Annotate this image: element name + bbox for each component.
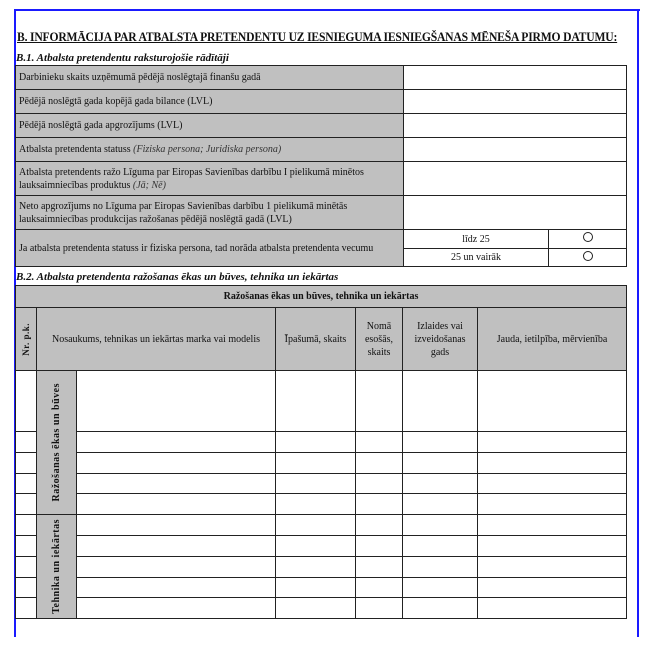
cell-leased[interactable]: [356, 494, 403, 515]
cell-capacity[interactable]: [478, 432, 627, 453]
indicator-value-field[interactable]: [404, 138, 627, 162]
cell-owned[interactable]: [276, 557, 356, 578]
indicator-row: [16, 138, 627, 162]
radio-icon: [583, 251, 593, 261]
b1-indicators-table: [15, 65, 627, 267]
age-label: Ja atbalsta pretendenta statuss ir fiziska persona, tad norāda atbalsta pretendenta vecumu: [16, 230, 404, 267]
indicator-row: [16, 114, 627, 138]
section-title: B. INFORMĀCIJA PAR ATBALSTA PRETENDENTU UZ IESNIEGUMA IESNIEGŠANAS MĒNEŠA PIRMO DATUMU:: [17, 30, 618, 44]
cell-year[interactable]: [403, 474, 478, 494]
cell-capacity[interactable]: [478, 371, 627, 432]
b2-header-row: [16, 308, 627, 371]
group-label: Ražošanas ēkas un būves: [37, 371, 77, 515]
asset-row: [16, 453, 627, 474]
cell-nr[interactable]: [16, 536, 37, 557]
cell-owned[interactable]: [276, 536, 356, 557]
cell-owned[interactable]: [276, 474, 356, 494]
group-label: Tehnika un iekārtas: [37, 515, 77, 619]
age-option-radio-25-plus[interactable]: [549, 249, 627, 267]
indicator-row: [16, 90, 627, 114]
indicator-label: Atbalsta pretendents ražo Līguma par Eiropas Savienības darbību I pielikumā minētos lauksaimniecības produktus (Jā; Nē): [16, 162, 404, 196]
cell-year[interactable]: [403, 515, 478, 536]
indicator-label: Pēdējā noslēgtā gada kopējā gada bilance (LVL): [16, 90, 404, 114]
cell-owned[interactable]: [276, 515, 356, 536]
col-header-year: Izlaides vai izveidošanas gads: [403, 308, 478, 371]
indicator-value-field[interactable]: [404, 196, 627, 230]
cell-capacity[interactable]: [478, 474, 627, 494]
indicator-label: Darbinieku skaits uzņēmumā pēdējā noslēgtajā finanšu gadā: [16, 66, 404, 90]
cell-nr[interactable]: [16, 515, 37, 536]
cell-leased[interactable]: [356, 453, 403, 474]
asset-row: [16, 557, 627, 578]
asset-row: [16, 474, 627, 494]
asset-row: [16, 578, 627, 598]
col-header-name: Nosaukums, tehnikas un iekārtas marka vai modelis: [37, 308, 276, 371]
col-header-nr: Nr. p.k.: [16, 308, 37, 371]
asset-row: [16, 371, 627, 432]
cell-year[interactable]: [403, 432, 478, 453]
indicator-label: Atbalsta pretendenta statuss (Fiziska persona; Juridiska persona): [16, 138, 404, 162]
cell-leased[interactable]: [356, 515, 403, 536]
cell-leased[interactable]: [356, 557, 403, 578]
cell-name[interactable]: [77, 474, 276, 494]
col-header-owned: Īpašumā, skaits: [276, 308, 356, 371]
cell-nr[interactable]: [16, 557, 37, 578]
indicator-row: [16, 196, 627, 230]
cell-nr[interactable]: [16, 432, 37, 453]
b1-title: B.1. Atbalsta pretendentu raksturojošie rādītāji: [16, 52, 229, 64]
cell-capacity[interactable]: [478, 598, 627, 619]
cell-nr[interactable]: [16, 494, 37, 515]
indicator-row: [16, 66, 627, 90]
cell-name[interactable]: [77, 598, 276, 619]
cell-name[interactable]: [77, 453, 276, 474]
age-option-radio-under-25[interactable]: [549, 230, 627, 249]
cell-year[interactable]: [403, 598, 478, 619]
radio-icon: [583, 232, 593, 242]
cell-nr[interactable]: [16, 453, 37, 474]
cell-nr[interactable]: [16, 474, 37, 494]
b2-table-title: Ražošanas ēkas un būves, tehnika un iekārtas: [16, 286, 627, 308]
cell-capacity[interactable]: [478, 536, 627, 557]
page-border-right: [637, 9, 639, 637]
indicator-value-field[interactable]: [404, 162, 627, 196]
indicator-value-field[interactable]: [404, 90, 627, 114]
indicator-row: [16, 162, 627, 196]
cell-name[interactable]: [77, 578, 276, 598]
cell-owned[interactable]: [276, 578, 356, 598]
age-option-label: līdz 25: [404, 230, 549, 249]
b2-title: B.2. Atbalsta pretendenta ražošanas ēkas un būves, tehnika un iekārtas: [16, 271, 339, 283]
cell-name[interactable]: [77, 515, 276, 536]
cell-owned[interactable]: [276, 453, 356, 474]
cell-year[interactable]: [403, 578, 478, 598]
cell-nr[interactable]: [16, 371, 37, 432]
age-option-label: 25 un vairāk: [404, 249, 549, 267]
asset-row: [16, 494, 627, 515]
cell-capacity[interactable]: [478, 515, 627, 536]
col-header-leased: Nomā esošās, skaits: [356, 308, 403, 371]
cell-leased[interactable]: [356, 536, 403, 557]
cell-year[interactable]: [403, 494, 478, 515]
cell-capacity[interactable]: [478, 453, 627, 474]
cell-leased[interactable]: [356, 578, 403, 598]
indicator-value-field[interactable]: [404, 114, 627, 138]
page-border-top: [15, 9, 640, 11]
cell-capacity[interactable]: [478, 494, 627, 515]
cell-owned[interactable]: [276, 371, 356, 432]
cell-capacity[interactable]: [478, 578, 627, 598]
indicator-label: Pēdējā noslēgtā gada apgrozījums (LVL): [16, 114, 404, 138]
asset-row: [16, 515, 627, 536]
cell-name[interactable]: [77, 494, 276, 515]
cell-owned[interactable]: [276, 598, 356, 619]
cell-name[interactable]: [77, 371, 276, 432]
asset-row: [16, 432, 627, 453]
cell-year[interactable]: [403, 536, 478, 557]
cell-owned[interactable]: [276, 432, 356, 453]
b2-assets-table: [15, 285, 627, 619]
asset-row: [16, 536, 627, 557]
cell-leased[interactable]: [356, 371, 403, 432]
cell-name[interactable]: [77, 557, 276, 578]
cell-nr[interactable]: [16, 578, 37, 598]
cell-year[interactable]: [403, 557, 478, 578]
cell-nr[interactable]: [16, 598, 37, 619]
cell-year[interactable]: [403, 371, 478, 432]
cell-leased[interactable]: [356, 432, 403, 453]
cell-name[interactable]: [77, 432, 276, 453]
indicator-label: Neto apgrozījums no Līguma par Eiropas Savienības darbību 1 pielikumā minētās lauksaimniecības produkcijas ražošanas pēdējā noslēgtā gadā (LVL): [16, 196, 404, 230]
cell-owned[interactable]: [276, 494, 356, 515]
age-row: [16, 230, 627, 249]
indicator-value-field[interactable]: [404, 66, 627, 90]
cell-capacity[interactable]: [478, 557, 627, 578]
asset-row: [16, 598, 627, 619]
cell-leased[interactable]: [356, 598, 403, 619]
cell-year[interactable]: [403, 453, 478, 474]
col-header-capacity: Jauda, ietilpība, mērvienība: [478, 308, 627, 371]
cell-leased[interactable]: [356, 474, 403, 494]
cell-name[interactable]: [77, 536, 276, 557]
